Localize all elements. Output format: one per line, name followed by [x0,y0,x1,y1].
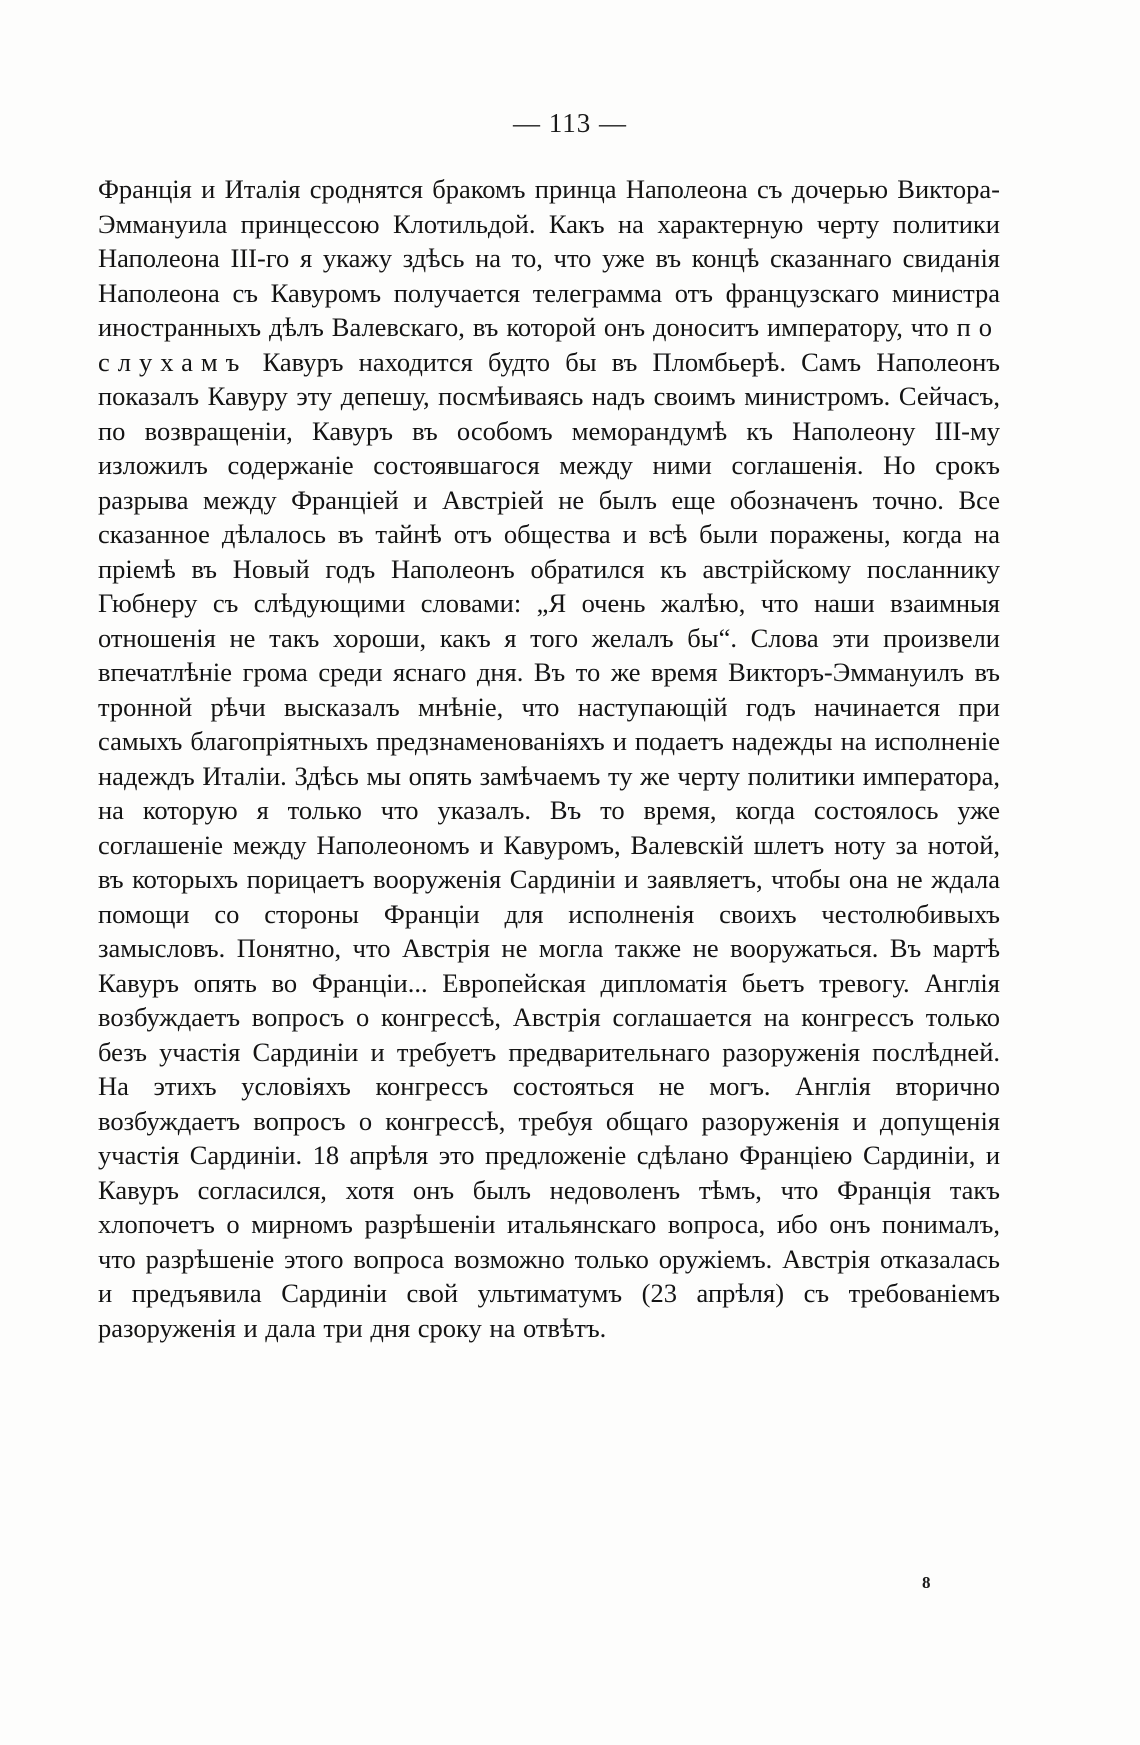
printer-signature-mark: 8 [922,1573,931,1592]
paragraph-part-2: Кавуръ находится будто бы въ Пломбьерѣ. Самъ Наполеонъ показалъ Кавуру эту депешу, посмѣиваясь надъ своимъ министромъ. Сейчасъ, по возвращенiи, Кавуръ въ особомъ меморандумѣ къ Наполеону III-му изложилъ содержанiе состоявшагося между ними соглашенiя. Но срокъ разрыва между Францiей и Австрiей не былъ еще обозначенъ точно. Все сказанное дѣлалось въ тайнѣ отъ общества и всѣ были поражены, когда на прiемѣ въ Новый годъ Наполеонъ обратился къ австрiйскому посланнику Гюбнеру съ слѣдующими словами: „Я очень жалѣю, что наши взаимныя отношенiя не такъ хороши, какъ я того желалъ бы“. Слова эти произвели впечатлѣнiе грома среди яснаго дня. Въ то же время Викторъ-Эммануилъ въ тронной рѣчи высказалъ мнѣнiе, что наступающiй годъ начинается при самыхъ благопрiятныхъ предзнаменованiяхъ и подаетъ надежды на исполненiе надеждъ Италiи. Здѣсь мы опять замѣчаемъ ту же черту политики императора, на которую я только что указалъ. Въ то время, когда состоялось уже соглашенiе между Наполеономъ и Кавуромъ, Валевскiй шлетъ ноту за нотой, въ которыхъ порицаетъ вооруженiя Сардинiи и заявляетъ, чтобы она не ждала помощи со стороны Францiи для исполненiя своихъ честолюбивыхъ замысловъ. Понятно, что Австрiя не могла также не вооружаться. Въ мартѣ Кавуръ опять во Францiи... Европейская дипломатiя бьетъ тревогу. Англiя возбуждаетъ вопросъ о конгрессѣ, Австрiя соглашается на конгрессъ только безъ участiя Сардинiи и требуетъ предварительнаго разоруженiя послѣдней. На этихъ условiяхъ конгрессъ состояться не могъ. Англiя вторично возбуждаетъ вопросъ о конгрессѣ, требуя общаго разоруженiя и допущенiя участiя Сардинiи. 18 апрѣля это предложенiе сдѣлано Францiею Сардинiи, и Кавуръ согласился, хотя онъ былъ недоволенъ тѣмъ, что Францiя такъ хлопочетъ о мирномъ разрѣшенiи итальянскаго вопроса, ибо онъ понималъ, что разрѣшенiе этого вопроса возможно только оружiемъ. Австрiя отказалась и предъявила Сардинiи свой ультиматумъ (23 апрѣля) съ требованiемъ разоруженiя и дала три дня сроку на отвѣтъ. [98,346,1000,1343]
page-number-header: — 113 — [513,108,627,138]
body-paragraph [98,172,1000,1345]
emphasized-phrase: по слухамъ [98,312,1000,377]
paragraph-part-1: Францiя и Италiя сроднятся бракомъ принца Наполеона съ дочерью Виктора-Эммануила принцессою Клотильдой. Какъ на характерную черту политики Наполеона III-го я укажу здѣсь на то, что уже въ концѣ сказаннаго свиданiя Наполеона съ Кавуромъ получается телеграмма отъ французскаго министра иностранныхъ дѣлъ Валевскаго, въ которой онъ доноситъ императору, что [98,174,1000,342]
